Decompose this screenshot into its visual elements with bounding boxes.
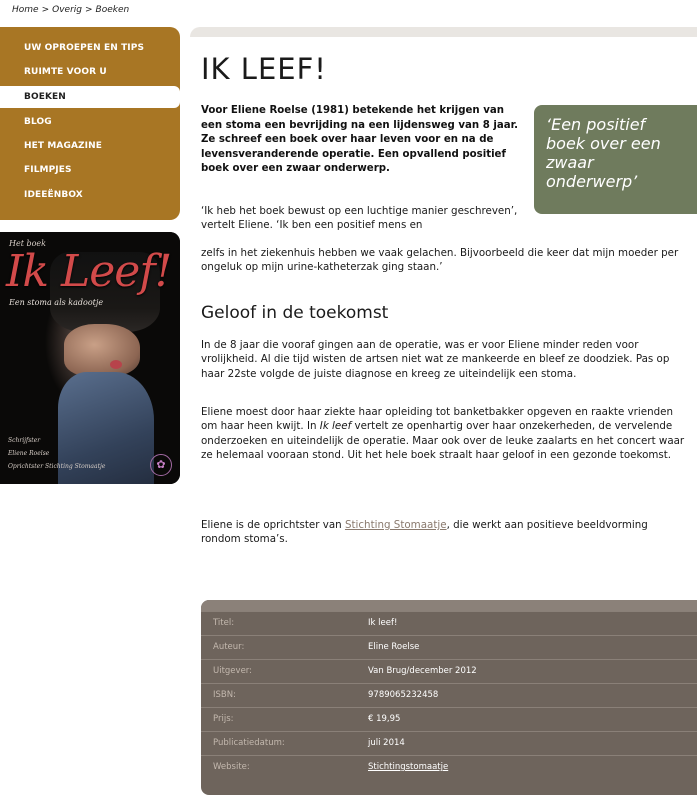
cover-photo-skin (64, 324, 140, 376)
book-cover-subtitle: Een stoma als kadootje (9, 298, 104, 307)
breadcrumb (12, 5, 129, 15)
paragraph-2: In de 8 jaar die vooraf gingen aan de operatie, was er voor Eliene minder reden voor vrolijkheid. Al die tijd wisten de artsen niet wat ze mankeerde en bleef ze doodziek. Pas op haar 22ste volgde de juiste diagnose en kreeg ze uiteindelijk een stoma. (201, 339, 670, 380)
paragraph-3-start: Eliene moest door haar ziekte haar opleiding tot banketbakker opgeven en raakte vrienden om haar heen kwijt. In (201, 406, 674, 433)
details-row-publisher (201, 659, 697, 683)
stichting-stomaatje-link[interactable]: Stichting Stomaatje (344, 519, 447, 531)
book-title-italic: Ik leef (319, 420, 352, 433)
website-link[interactable]: Stichtingstomaatje (368, 762, 449, 772)
details-key: ISBN: (213, 690, 236, 700)
sidebar-item-ruimte-voor-u[interactable]: RUIMTE VOOR U (24, 67, 107, 77)
details-row-price (201, 707, 697, 731)
details-value: € 19,95 (368, 714, 401, 724)
details-row-website (201, 755, 697, 779)
details-row-title (201, 611, 697, 635)
cover-photo-stoma (110, 360, 122, 369)
book-cover-credit-org: Oprichtster Stichting Stomaatje (8, 463, 106, 470)
breadcrumb-separator: > (41, 5, 50, 15)
details-row-isbn (201, 683, 697, 707)
article-intro: Voor Eliene Roelse (1981) betekende het krijgen van een stoma een bevrijding na een lijdensweg van 8 jaar. Ze schreef een boek over haar leven voor en na de levensveranderende operatie. Een opvallend positief boek over een zwaar onderwerp. (201, 105, 519, 174)
breadcrumb-home-link[interactable]: Home (12, 5, 39, 15)
details-value: Van Brug/december 2012 (368, 666, 477, 676)
breadcrumb-separator: > (85, 5, 93, 15)
details-key: Publicatiedatum: (213, 738, 285, 748)
paragraph-1b: zelfs in het ziekenhuis hebben we vaak gelachen. Bijvoorbeeld die keer dat mijn moeder per ongeluk op mijn urine-katheterzak ging staan.’ (201, 247, 679, 274)
details-key: Uitgever: (213, 666, 253, 676)
book-cover-image[interactable] (0, 232, 180, 484)
breadcrumb-current: Boeken (95, 5, 130, 15)
details-value: juli 2014 (368, 738, 405, 748)
paragraph-1a: ‘Ik heb het boek bewust op een luchtige manier geschreven’, vertelt Eliene. ‘Ik ben een positief mens en (201, 205, 518, 232)
pull-quote (534, 105, 697, 214)
details-key: Prijs: (213, 714, 234, 724)
sidebar-item-filmpjes[interactable]: FILMPJES (24, 165, 72, 175)
details-key: Titel: (213, 618, 235, 628)
book-cover-credit-role: Schrijfster (8, 437, 41, 444)
sidebar-item-oproepen-en-tips[interactable]: UW OPROEPEN EN TIPS (24, 43, 145, 53)
sidebar-item-boeken[interactable]: BOEKEN (0, 86, 180, 108)
sidebar-nav (0, 27, 180, 220)
paragraph-4-start: Eliene is de oprichtster van (201, 519, 345, 531)
pull-quote-text: ‘Een positief boek over een zwaar onderwerp’ (546, 115, 661, 191)
paragraph-3 (201, 405, 689, 463)
paragraph-3-end: vertelt ze openhartig over haar onzekerheden, de vervelende onderzoeken en uiteindelijk de operatie. Maar ook over de leuke zaalarts en het concert waar ze helemaal vooraan stond. Uit het hele boek straalt haar geloof in een gezonde toekomst. (201, 420, 685, 462)
book-cover-title: Ik Leef! (6, 246, 172, 297)
details-value: Eline Roelse (368, 642, 420, 652)
paragraph-4 (201, 518, 689, 547)
book-cover-credit-name: Eliene Roelse (8, 450, 50, 457)
details-row-author (201, 635, 697, 659)
details-value: 9789065232458 (368, 690, 439, 700)
details-key: Website: (213, 762, 250, 772)
details-key: Auteur: (213, 642, 245, 652)
page-title: IK LEEF! (201, 52, 327, 86)
paragraph-4-end: , die werkt aan positieve beeldvorming rondom stoma’s. (201, 519, 648, 546)
sidebar-item-het-magazine[interactable]: HET MAGAZINE (24, 141, 102, 151)
sidebar-item-blog[interactable]: BLOG (24, 117, 52, 127)
details-row-publication-date (201, 731, 697, 755)
book-details-header-band (201, 600, 697, 611)
stomaatje-logo-icon: ✿ (150, 454, 172, 476)
breadcrumb-overig-link[interactable]: Overig (52, 5, 82, 15)
details-value: Ik leef! (368, 618, 398, 628)
main-top-band (190, 27, 697, 37)
section-heading: Geloof in de toekomst (201, 303, 389, 323)
book-cover-pretitle: Het boek (9, 239, 46, 248)
sidebar-item-ideeenbox[interactable]: IDEEËNBOX (24, 190, 83, 200)
